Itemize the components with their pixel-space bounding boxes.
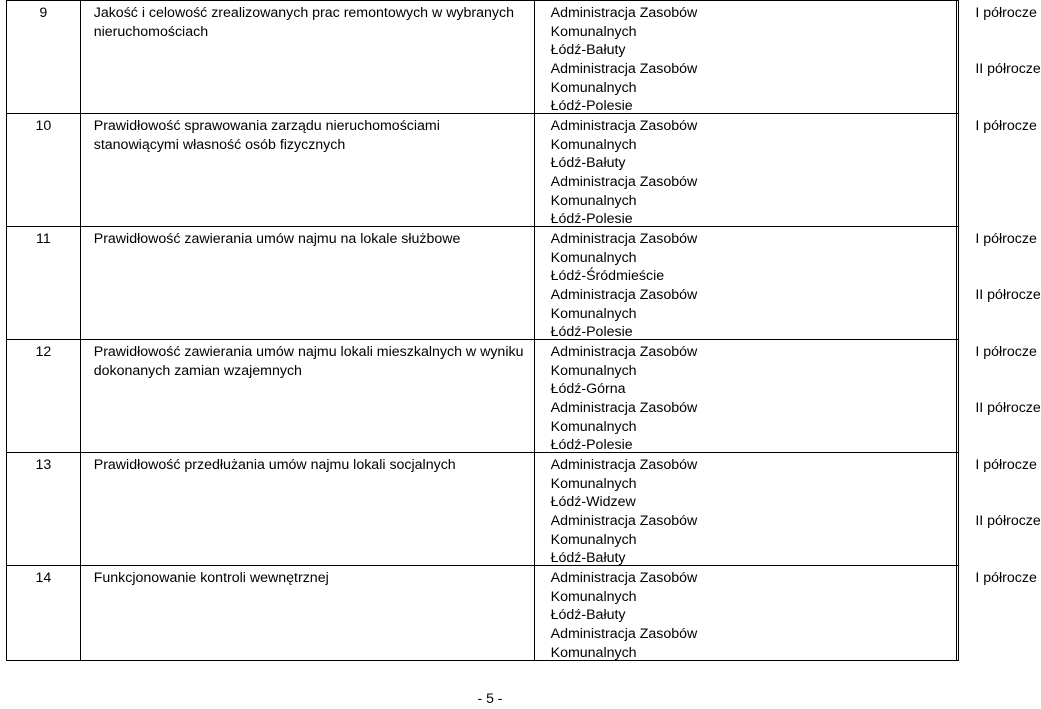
table-row [7, 340, 959, 453]
unit-line: Administracja Zasobów [550, 61, 698, 77]
row-number-cell [7, 453, 81, 566]
unit-line: Komunalnych [550, 531, 637, 548]
table-row [7, 114, 959, 227]
unit-line: Administracja Zasobów [550, 626, 698, 642]
unit-line: Administracja Zasobów [550, 457, 698, 473]
unit-line: Łódź-Śródmieście [550, 268, 665, 285]
unit-line: Łódź-Polesie [550, 437, 633, 454]
term-cell [957, 114, 1037, 227]
unit-line: Komunalnych [550, 475, 637, 492]
subject-cell [80, 453, 534, 566]
unit-line: Administracja Zasobów [550, 344, 698, 360]
unit-line: Komunalnych [550, 362, 637, 379]
unit-line: Komunalnych [550, 23, 637, 40]
row-number-cell [7, 566, 81, 661]
unit-line: Administracja Zasobów [550, 5, 698, 21]
term-text: II półrocze [975, 61, 1041, 77]
unit-line: Łódź-Polesie [550, 324, 633, 341]
unit-entry [535, 114, 957, 170]
subject-cell [80, 227, 534, 340]
row-number-cell [7, 227, 81, 340]
subject-text: Prawidłowość sprawowania zarządu nieruchomościami stanowiącymi własność osób fizycznych [93, 118, 440, 153]
row-number-cell [7, 114, 81, 227]
row-number-cell [7, 340, 81, 453]
unit-line: Administracja Zasobów [550, 174, 698, 190]
subject-text: Prawidłowość przedłużania umów najmu lokali socjalnych [93, 457, 456, 473]
term-cell [957, 340, 1041, 453]
unit-line: Komunalnych [550, 305, 637, 322]
unit-cell [534, 340, 957, 453]
audit-plan-table [6, 0, 1041, 661]
unit-line: Łódź-Górna [550, 381, 626, 398]
unit-entry [535, 227, 957, 283]
term-text: I półrocze [975, 457, 1037, 473]
unit-line: Komunalnych [550, 644, 637, 661]
term-text: I półrocze [975, 344, 1037, 360]
term-cell [957, 453, 1041, 566]
subject-cell [80, 340, 534, 453]
table-row [7, 453, 959, 566]
unit-line: Komunalnych [550, 418, 637, 435]
unit-line: Łódź-Bałuty [550, 155, 626, 172]
unit-entry [535, 622, 957, 660]
term-text: I półrocze [975, 570, 1037, 586]
term-cell [957, 566, 1037, 661]
unit-line: Łódź-Polesie [550, 98, 633, 115]
unit-line: Komunalnych [550, 588, 637, 605]
unit-cell [534, 227, 957, 340]
table-row [7, 1, 959, 114]
row-number-cell [7, 1, 81, 114]
row-number: 11 [36, 231, 51, 247]
unit-entry [535, 1, 957, 57]
unit-entry [535, 340, 957, 396]
unit-line: Administracja Zasobów [550, 570, 698, 586]
unit-entry [535, 396, 957, 452]
unit-entry [535, 283, 957, 339]
term-text: I półrocze [975, 5, 1037, 21]
subject-cell [80, 566, 534, 661]
unit-entry [535, 57, 957, 113]
subject-cell [80, 1, 534, 114]
unit-cell [534, 566, 957, 661]
subject-text: Jakość i celowość zrealizowanych prac remontowych w wybranych nieruchomościach [93, 5, 515, 40]
unit-line: Łódź-Bałuty [550, 550, 626, 567]
subject-cell [80, 114, 534, 227]
subject-text: Prawidłowość zawierania umów najmu na lokale służbowe [93, 231, 461, 247]
term-cell [957, 227, 1041, 340]
subject-text: Funkcjonowanie kontroli wewnętrznej [93, 570, 329, 586]
unit-line: Komunalnych [550, 249, 637, 266]
unit-line: Komunalnych [550, 136, 637, 153]
unit-line: Administracja Zasobów [550, 118, 698, 134]
row-number: 14 [35, 570, 52, 586]
term-text: II półrocze [975, 287, 1041, 303]
unit-line: Łódź-Polesie [550, 211, 633, 228]
row-number: 13 [35, 457, 52, 473]
term-text: II półrocze [975, 400, 1041, 416]
unit-line: Łódź-Widzew [550, 494, 636, 511]
unit-cell [534, 1, 957, 114]
term-text [957, 170, 979, 226]
table-row [7, 566, 959, 661]
unit-line: Administracja Zasobów [550, 513, 698, 529]
term-text: I półrocze [975, 118, 1037, 134]
term-text: I półrocze [975, 231, 1037, 247]
unit-entry [535, 509, 957, 565]
unit-line: Administracja Zasobów [550, 400, 698, 416]
term-text [957, 622, 979, 658]
term-cell [957, 1, 1041, 114]
row-number: 10 [35, 118, 52, 134]
row-number: 9 [39, 5, 48, 21]
unit-line: Łódź-Bałuty [550, 42, 626, 59]
unit-line: Administracja Zasobów [550, 287, 698, 303]
page-number: - 5 - [477, 690, 503, 706]
table-row [7, 227, 959, 340]
unit-line: Komunalnych [550, 79, 637, 96]
unit-cell [534, 453, 957, 566]
unit-cell [534, 114, 957, 227]
unit-line: Administracja Zasobów [550, 231, 698, 247]
unit-entry [535, 566, 957, 622]
term-text: II półrocze [975, 513, 1041, 529]
unit-entry [535, 170, 957, 226]
unit-line: Komunalnych [550, 192, 637, 209]
unit-line: Łódź-Bałuty [550, 607, 626, 624]
subject-text: Prawidłowość zawierania umów najmu lokali mieszkalnych w wyniku dokonanych zamian wzajemnych [93, 344, 524, 379]
row-number: 12 [35, 344, 52, 360]
unit-entry [535, 453, 957, 509]
